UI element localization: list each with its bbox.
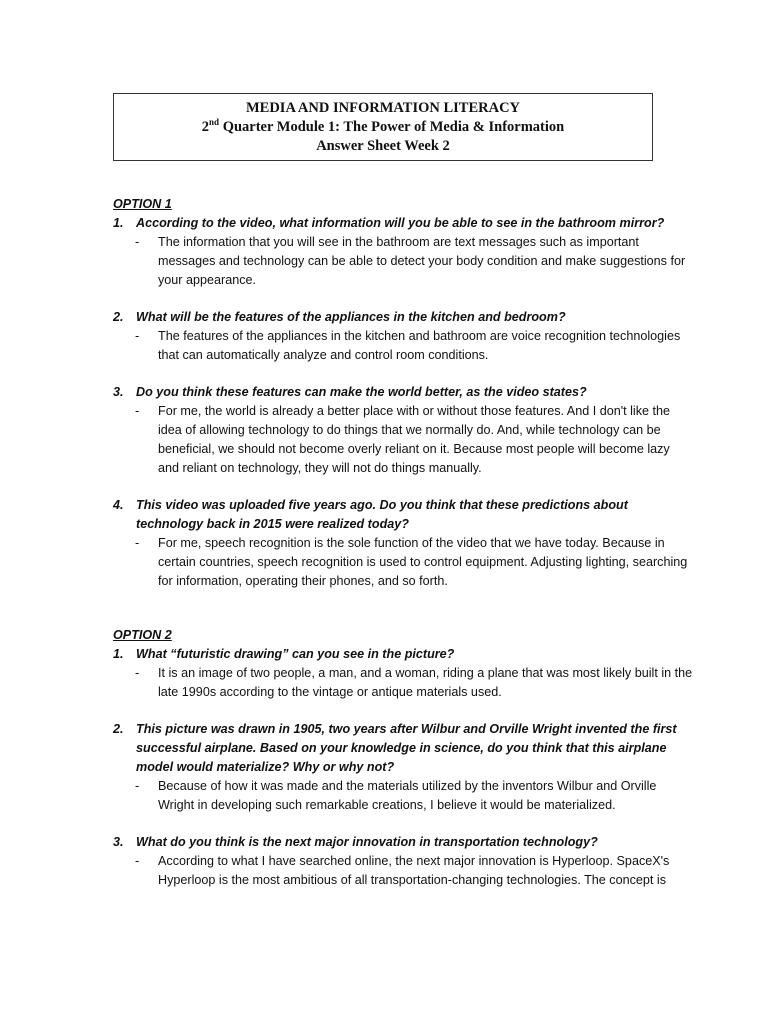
option1-item [113, 214, 693, 290]
question-text: What will be the features of the appliances in the kitchen and bedroom? [136, 310, 566, 324]
answer [113, 327, 693, 365]
header-module-suffix: nd [209, 117, 220, 128]
question [113, 720, 693, 777]
question [113, 496, 693, 534]
answer-text: The information that you will see in the bathroom are text messages such as important messages and technology can be able to detect your body condition and make suggestions for your appearance. [158, 235, 686, 287]
answer [113, 777, 693, 815]
bullet-dash: - [135, 854, 140, 868]
answer-text: For me, the world is already a better place with or without those features. And I don't like the idea of allowing technology to do things that we normally do. And, while technology can be beneficial, we should not become overly reliant on it. Because most people will become lazy and reliant on technology, they will not do things manually. [158, 404, 671, 475]
option2-item [113, 833, 693, 890]
header-subtitle: Answer Sheet Week 2 [316, 138, 450, 154]
option1-title: OPTION 1 [113, 197, 172, 211]
question-text: What do you think is the next major innovation in transportation technology? [136, 835, 598, 849]
question [113, 214, 693, 233]
question-number: 2. [113, 310, 124, 324]
question [113, 383, 693, 402]
bullet-dash: - [135, 779, 140, 793]
answer [113, 852, 693, 890]
answer [113, 233, 693, 290]
answer [113, 664, 693, 702]
option2-item [113, 645, 693, 702]
option2-item [113, 720, 693, 815]
question-text: According to the video, what information will you be able to see in the bathroom mirror? [136, 216, 665, 230]
bullet-dash: - [135, 666, 140, 680]
bullet-dash: - [135, 536, 140, 550]
header-module [114, 118, 652, 137]
answer [113, 534, 693, 591]
option1-item [113, 496, 693, 591]
answer [113, 402, 693, 478]
header-module-number: 2 [201, 119, 210, 135]
question [113, 833, 693, 852]
answer-text: Because of how it was made and the materials utilized by the inventors Wilbur and Orville Wright in developing such remarkable creations, I believe it would be materialized. [158, 779, 657, 812]
question-number: 1. [113, 216, 124, 230]
header-title: MEDIA AND INFORMATION LITERACY [245, 100, 521, 116]
question [113, 308, 693, 327]
question-text: Do you think these features can make the world better, as the video states? [136, 385, 587, 399]
answer-text: According to what I have searched online, the next major innovation is Hyperloop. SpaceX's Hyperloop is the most ambitious of all transportation-changing technologies. The concept is [158, 854, 670, 887]
question-number: 1. [113, 647, 124, 661]
question [113, 645, 693, 664]
question-number: 4. [113, 498, 124, 512]
question-text: This picture was drawn in 1905, two years after Wilbur and Orville Wright invented the first successful airplane. Based on your knowledge in science, do you think that this airplane model would materialize? Why or why not? [136, 722, 677, 774]
option2-title: OPTION 2 [113, 628, 172, 642]
question-text: What “futuristic drawing” can you see in the picture? [136, 647, 455, 661]
bullet-dash: - [135, 404, 140, 418]
question-number: 3. [113, 385, 124, 399]
question-number: 2. [113, 722, 124, 736]
option1-item [113, 383, 693, 478]
answer-text: It is an image of two people, a man, and a woman, riding a plane that was most likely built in the late 1990s according to the vintage or antique materials used. [158, 666, 693, 699]
answer-content [113, 195, 693, 890]
option1-item [113, 308, 693, 365]
document-header [113, 93, 653, 161]
answer-text: For me, speech recognition is the sole function of the video that we have today. Because in certain countries, speech recognition is used to control equipment. Adjusting lighting, searching for information, operating their phones, and so forth. [158, 536, 688, 588]
bullet-dash: - [135, 235, 140, 249]
question-number: 3. [113, 835, 124, 849]
question-text: This video was uploaded five years ago. Do you think that these predictions about technology back in 2015 were realized today? [136, 498, 628, 531]
header-module-text: Quarter Module 1: The Power of Media & Information [219, 119, 565, 135]
bullet-dash: - [135, 329, 140, 343]
answer-text: The features of the appliances in the kitchen and bathroom are voice recognition technologies that can automatically analyze and control room conditions. [158, 329, 681, 362]
